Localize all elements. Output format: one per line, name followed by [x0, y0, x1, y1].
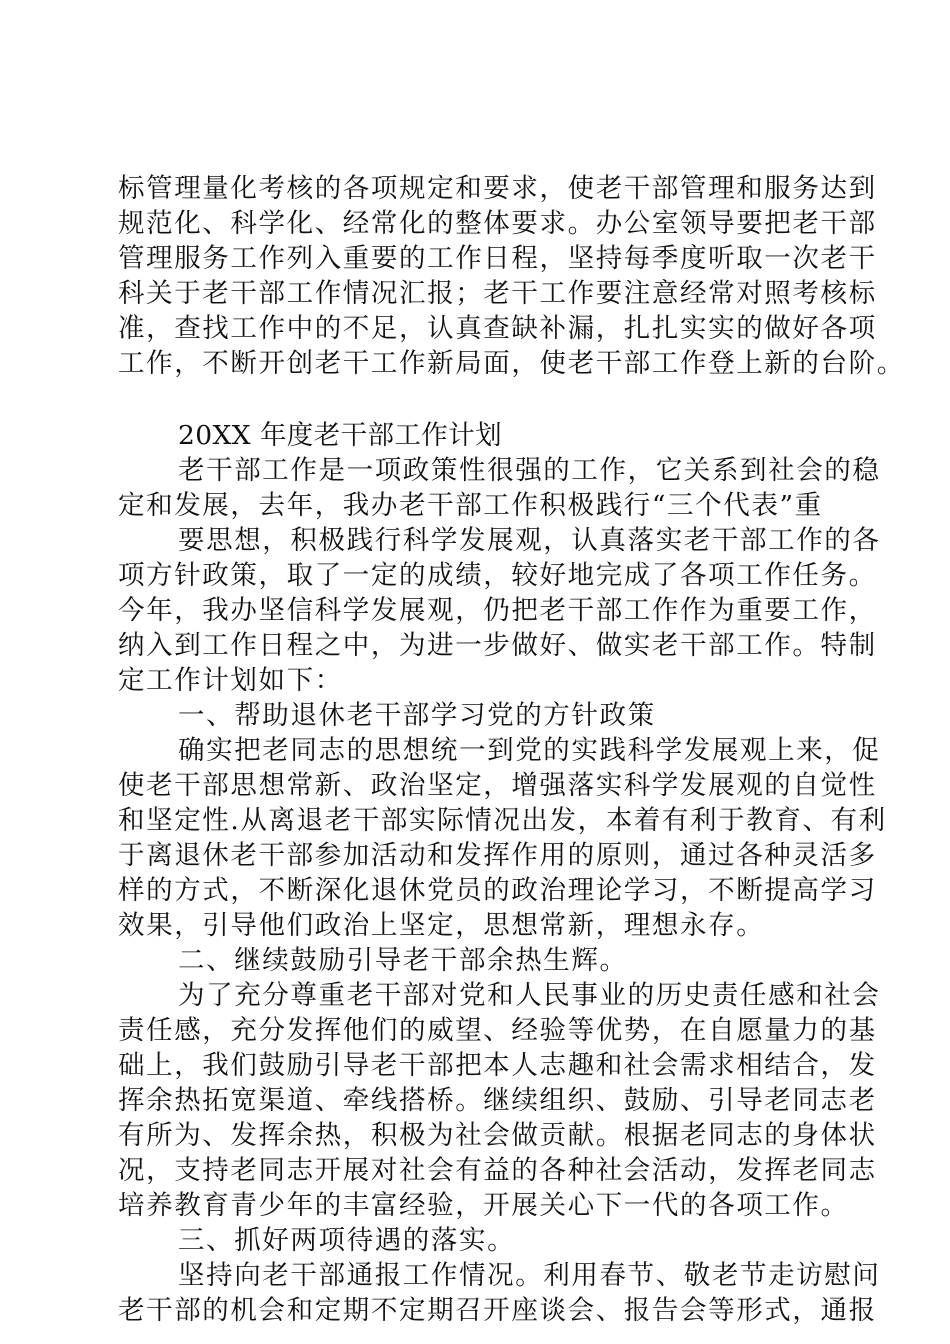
paragraph-line: 标管理量化考核的各项规定和要求，使老干部管理和服务达到: [118, 173, 877, 204]
paragraph-line: 于离退休老干部参加活动和发挥作用的原则，通过各种灵活多: [118, 840, 877, 871]
section-heading: 三、抓好两项待遇的落实。: [178, 1225, 516, 1256]
paragraph-line: 管理服务工作列入重要的工作日程，坚持每季度听取一次老干: [118, 243, 877, 274]
paragraph-line: 规范化、科学化、经常化的整体要求。办公室领导要把老干部: [118, 208, 877, 239]
paragraph-line: 况，支持老同志开展对社会有益的各种社会活动，发挥老同志: [118, 1155, 877, 1186]
section-heading: 一、帮助退休老干部学习党的方针政策: [178, 700, 656, 731]
document-title: 20XX 年度老干部工作计划: [178, 420, 502, 451]
paragraph-line: 定和发展，去年，我办老干部工作积极践行“三个代表”重: [118, 490, 823, 521]
paragraph-line: 要思想，积极践行科学发展观，认真落实老干部工作的各: [178, 525, 881, 556]
paragraph-line: 为了充分尊重老干部对党和人民事业的历史责任感和社会: [178, 980, 881, 1011]
paragraph-line: 纳入到工作日程之中，为进一步做好、做实老干部工作。特制: [118, 630, 877, 661]
paragraph-line: 使老干部思想常新、政治坚定，增强落实科学发展观的自觉性: [118, 770, 877, 801]
paragraph-line: 项方针政策，取了一定的成绩，较好地完成了各项工作任务。: [118, 560, 877, 591]
paragraph-line: 础上，我们鼓励引导老干部把本人志趣和社会需求相结合，发: [118, 1050, 877, 1081]
paragraph-line: 确实把老同志的思想统一到党的实践科学发展观上来，促: [178, 735, 881, 766]
paragraph-line: 样的方式，不断深化退休党员的政治理论学习，不断提高学习: [118, 875, 877, 906]
paragraph-line: 有所为、发挥余热，积极为社会做贡献。根据老同志的身体状: [118, 1120, 877, 1151]
paragraph-line: 定工作计划如下：: [118, 665, 343, 696]
paragraph-line: 科关于老干部工作情况汇报；老干工作要注意经常对照考核标: [118, 278, 877, 309]
paragraph-line: 老干部工作是一项政策性很强的工作，它关系到社会的稳: [178, 455, 881, 486]
paragraph-line: 工作，不断开创老干工作新局面，使老干部工作登上新的台阶。: [118, 348, 905, 379]
paragraph-line: 今年，我办坚信科学发展观，仍把老干部工作作为重要工作，: [118, 595, 877, 626]
paragraph-line: 责任感，充分发挥他们的威望、经验等优势，在自愿量力的基: [118, 1015, 877, 1046]
paragraph-line: 挥余热拓宽渠道、牵线搭桥。继续组织、鼓励、引导老同志老: [118, 1085, 877, 1116]
paragraph-line: 坚持向老干部通报工作情况。利用春节、敬老节走访慰问: [178, 1260, 881, 1291]
paragraph-line: 和坚定性.从离退老干部实际情况出发，本着有利于教育、有利: [118, 805, 887, 836]
paragraph-line: 准，查找工作中的不足，认真查缺补漏，扎扎实实的做好各项: [118, 313, 877, 344]
paragraph-line: 老干部的机会和定期不定期召开座谈会、报告会等形式，通报: [118, 1295, 877, 1326]
section-heading: 二、继续鼓励引导老干部余热生辉。: [178, 945, 628, 976]
paragraph-line: 效果，引导他们政治上坚定，思想常新，理想永存。: [118, 910, 765, 941]
paragraph-line: 培养教育青少年的丰富经验，开展关心下一代的各项工作。: [118, 1190, 849, 1221]
